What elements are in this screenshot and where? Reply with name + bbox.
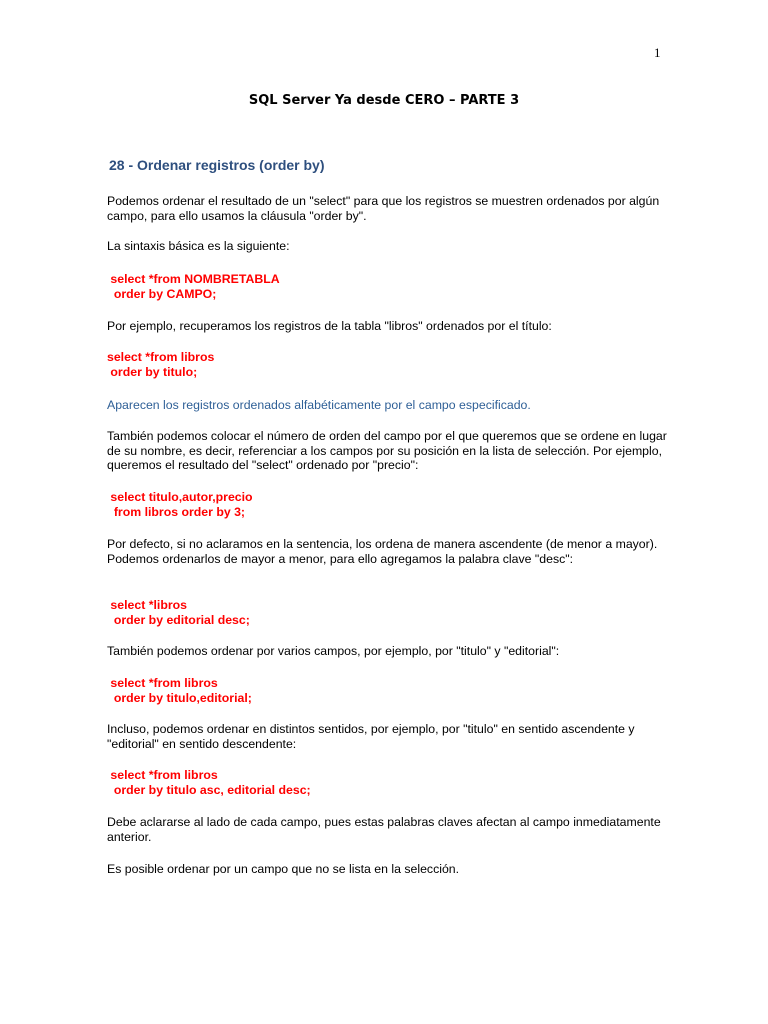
page-number: 1 — [654, 45, 661, 60]
section-heading: 28 - Ordenar registros (order by) — [109, 157, 325, 173]
paragraph-alphabetical-note: Aparecen los registros ordenados alfabéticamente por el campo especificado. — [107, 398, 531, 412]
code-order-by-titulo: select *from libros order by titulo; — [107, 350, 215, 379]
paragraph-keyword-note: Debe aclararse al lado de cada campo, pues estas palabras claves afectan al campo inmediatamente anterior. — [107, 815, 661, 844]
code-order-desc: select *libros order by editorial desc; — [110, 598, 250, 627]
paragraph-desc: Por defecto, si no aclaramos en la sentencia, los ordena de manera ascendente (de menor a mayor). Podemos ordenarlos de mayor a menor, para ello agregamos la palabra clave "desc": — [107, 537, 658, 566]
paragraph-directions: Incluso, podemos ordenar en distintos sentidos, por ejemplo, por "titulo" en sentido ascendente y "editorial" en sentido descendente: — [107, 722, 635, 751]
paragraph-intro: Podemos ordenar el resultado de un "select" para que los registros se muestren ordenados por algún campo, para ello usamos la cláusula "order by". — [107, 194, 660, 223]
code-order-by-3: select titulo,autor,precio from libros order by 3; — [110, 490, 253, 519]
paragraph-example-title: Por ejemplo, recuperamos los registros de la tabla "libros" ordenados por el título: — [107, 319, 552, 333]
code-syntax: select *from NOMBRETABLA order by CAMPO; — [110, 272, 280, 301]
paragraph-multiple-fields: También podemos ordenar por varios campos, por ejemplo, por "titulo" y "editorial": — [107, 644, 560, 658]
paragraph-column-number: También podemos colocar el número de orden del campo por el que queremos que se ordene en lugar de su nombre, es decir, referenciar a los campos por su posición en la lista de selección. Por ejemplo, queremos el resultado del "select" ordenado por "precio": — [107, 429, 667, 473]
paragraph-unlisted-field: Es posible ordenar por un campo que no se lista en la selección. — [107, 862, 460, 876]
code-order-multiple: select *from libros order by titulo,editorial; — [110, 676, 252, 705]
document-title: SQL Server Ya desde CERO – PARTE 3 — [248, 93, 520, 108]
code-order-asc-desc: select *from libros order by titulo asc, editorial desc; — [110, 768, 311, 797]
paragraph-syntax: La sintaxis básica es la siguiente: — [107, 239, 290, 253]
